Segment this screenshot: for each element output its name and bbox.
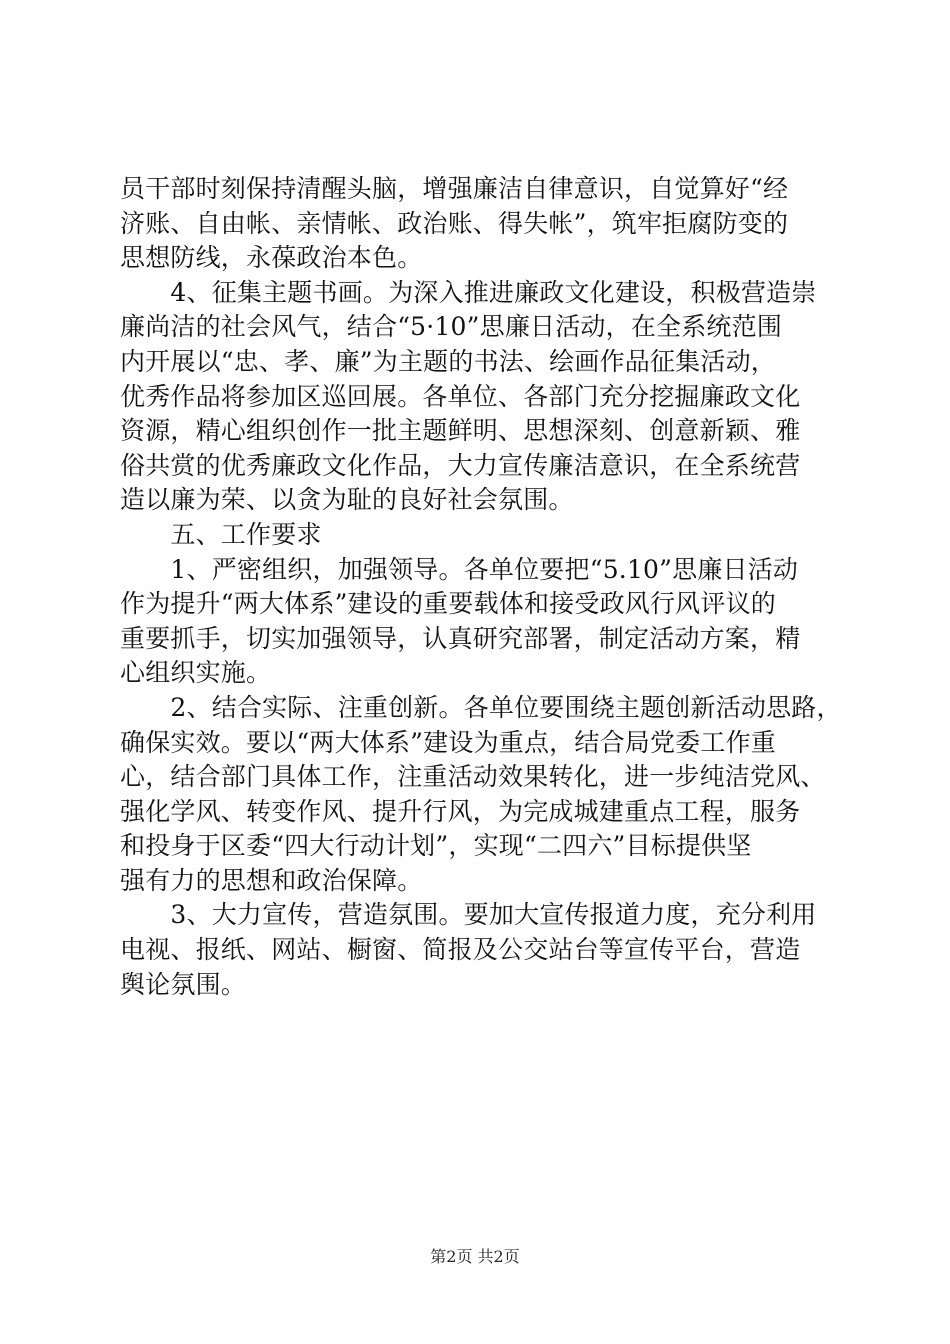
text-line: 重要抓手，切实加强领导，认真研究部署，制定活动方案，精 [120, 623, 801, 653]
text-line: 电视、报纸、网站、橱窗、简报及公交站台等宣传平台，营造 [120, 935, 801, 965]
page-number-footer: 第2页 共2页 [430, 1247, 520, 1266]
section-heading: 五、工作要求 [120, 519, 322, 549]
text-line: 员干部时刻保持清醒头脑，增强廉洁自律意识，自觉算好“经 [120, 174, 789, 203]
text-line: 舆论氛围。 [120, 969, 247, 999]
text-line: 俗共赏的优秀廉政文化作品，大力宣传廉洁意识，在全系统营 [120, 450, 801, 480]
text-line: 作为提升“两大体系”建设的重要载体和接受政风行风评议的 [120, 589, 776, 619]
text-line: 4、征集主题书画。为深入推进廉政文化建设，积极营造崇 [120, 277, 817, 307]
text-line: 1、严密组织，加强领导。各单位要把“5.10”思廉日活动 [120, 554, 799, 584]
text-line: 优秀作品将参加区巡回展。各单位、各部门充分挖掘廉政文化 [120, 381, 801, 411]
text-line: 心，结合部门具体工作，注重活动效果转化，进一步纯洁党风、 [120, 762, 826, 792]
text-line: 心组织实施。 [120, 658, 272, 688]
text-line: 3、大力宣传，营造氛围。要加大宣传报道力度，充分利用 [120, 900, 817, 930]
text-line: 廉尚洁的社会风气，结合“5·10”思廉日活动，在全系统范围 [120, 312, 783, 342]
text-line: 和投身于区委“四大行动计划”，实现“二四六”目标提供坚 [120, 831, 752, 861]
text-line: 确保实效。要以“两大体系”建设为重点，结合局党委工作重 [120, 727, 776, 757]
text-line: 济账、自由帐、亲情帐、政治账、得失帐”，筑牢拒腐防变的 [120, 208, 789, 238]
text-line: 2、结合实际、注重创新。各单位要围绕主题创新活动思路， [120, 692, 842, 722]
text-line: 内开展以“忠、孝、廉”为主题的书法、绘画作品征集活动， [120, 346, 776, 376]
text-line: 强化学风、转变作风、提升行风，为完成城建重点工程，服务 [120, 796, 801, 826]
body-text [120, 172, 840, 1002]
text-line: 强有力的思想和政治保障。 [120, 865, 423, 895]
text-line: 资源，精心组织创作一批主题鲜明、思想深刻、创意新颖、雅 [120, 416, 801, 446]
text-line: 造以廉为荣、以贪为耻的良好社会氛围。 [120, 485, 574, 515]
text-line: 思想防线，永葆政治本色。 [120, 243, 423, 273]
